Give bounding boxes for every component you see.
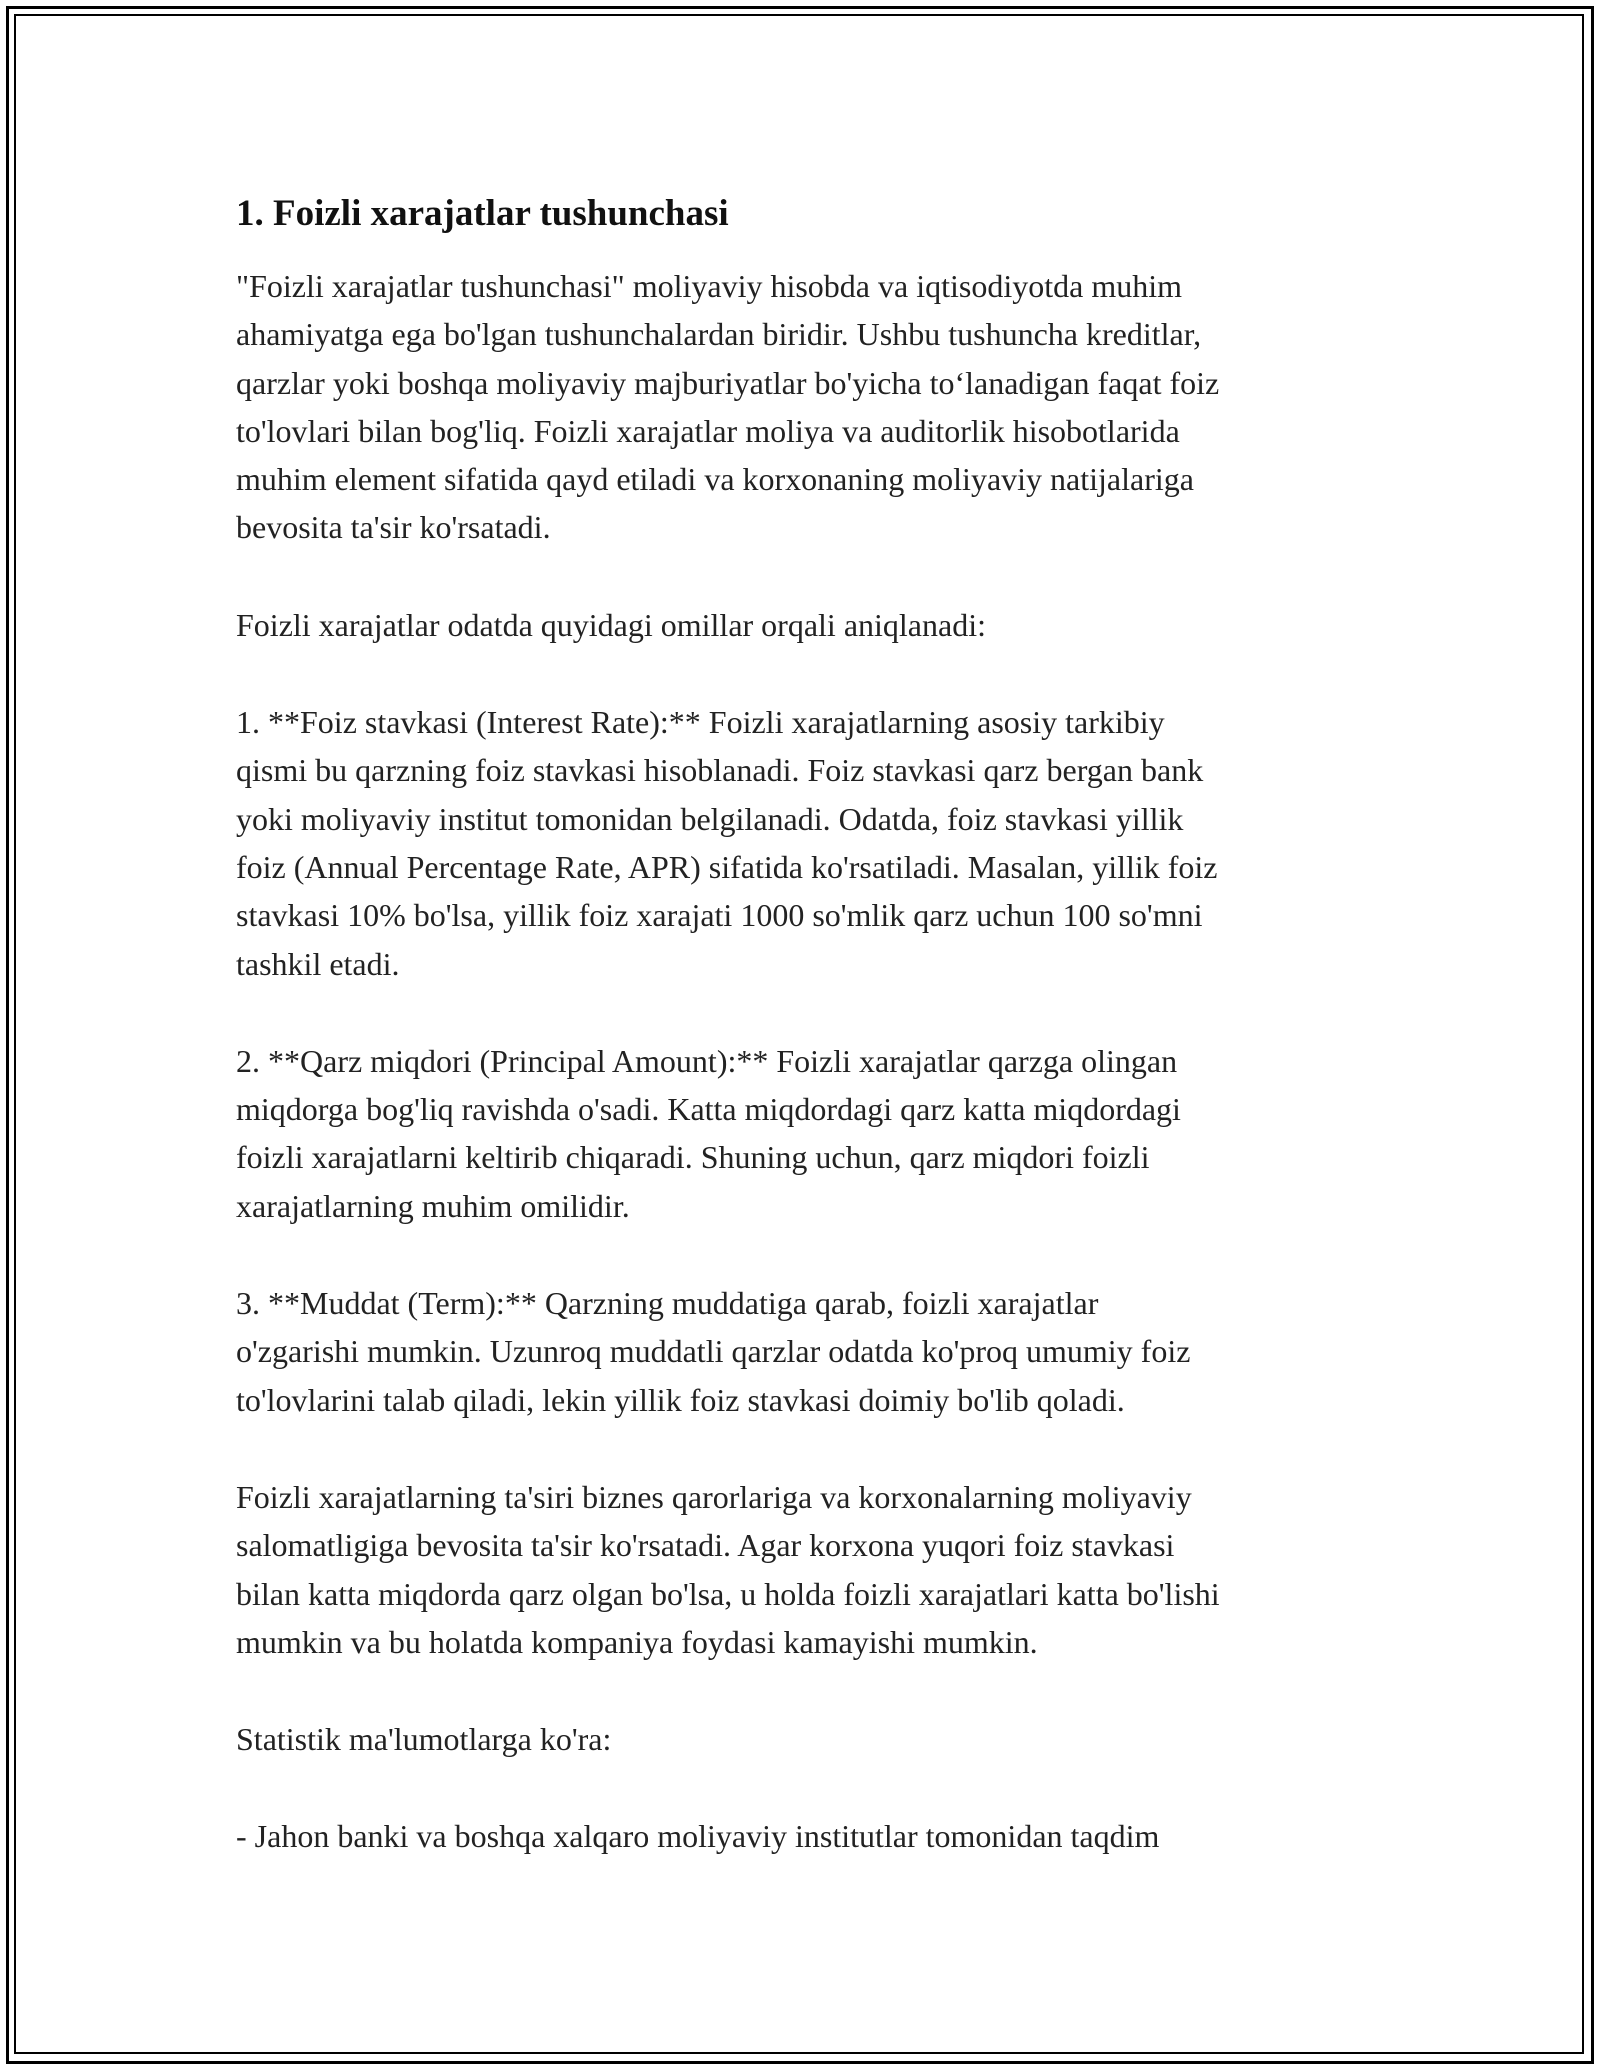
document-body <box>236 188 1416 1861</box>
paragraph-statistics-item: - Jahon banki va boshqa xalqaro moliyaviy institutlar tomonidan taqdim <box>236 1818 1160 1855</box>
section-heading: 1. Foizli xarajatlar tushunchasi <box>236 193 729 234</box>
paragraph-intro: "Foizli xarajatlar tushunchasi" moliyaviy hisobda va iqtisodiyotda muhim ahamiyatga ega bo'lgan tushunchalardan biridir. Ushbu tushuncha kreditlar, qarzlar yoki boshqa moliyaviy majburiyatlar bo'yicha to‘lanadigan faqat foiz to'lovlari bilan bog'liq. Foizli xarajatlar moliya va auditorlik hisobotlarida muhim element sifatida qayd etiladi va korxonaning moliyaviy natijalariga bevosita ta'sir ko'rsatadi. <box>236 268 1220 546</box>
paragraph-principal-amount: 2. **Qarz miqdori (Principal Amount):** Foizli xarajatlar qarzga olingan miqdorga bog'liq ravishda o'sadi. Katta miqdordagi qarz katta miqdordagi foizli xarajatlarni keltirib chiqaradi. Shuning uchun, qarz miqdori foizli xarajatlarning muhim omilidir. <box>236 1042 1181 1224</box>
paragraph-statistics-lead: Statistik ma'lumotlarga ko'ra: <box>236 1721 612 1758</box>
paragraph-interest-rate: 1. **Foiz stavkasi (Interest Rate):** Foizli xarajatlarning asosiy tarkibiy qismi bu qarzning foiz stavkasi hisoblanadi. Foiz stavkasi qarz bergan bank yoki moliyaviy institut tomonidan belgilanadi. Odatda, foiz stavkasi yillik foiz (Annual Percentage Rate, APR) sifatida ko'rsatiladi. Masalan, yillik foiz stavkasi 10% bo'lsa, yillik foiz xarajati 1000 so'mlik qarz uchun 100 so'mni tashkil etadi. <box>236 704 1218 982</box>
paragraph-term: 3. **Muddat (Term):** Qarzning muddatiga qarab, foizli xarajatlar o'zgarishi mumkin. Uzunroq muddatli qarzlar odatda ko'proq umumiy foiz to'lovlarini talab qiladi, lekin yillik foiz stavkasi doimiy bo'lib qoladi. <box>236 1285 1191 1418</box>
paragraph-impact: Foizli xarajatlarning ta'siri biznes qarorlariga va korxonalarning moliyaviy salomatligiga bevosita ta'sir ko'rsatadi. Agar korxona yuqori foiz stavkasi bilan katta miqdorda qarz olgan bo'lsa, u holda foizli xarajatlari katta bo'lishi mumkin va bu holatda kompaniya foydasi kamayishi mumkin. <box>236 1478 1220 1660</box>
paragraph-factors-lead: Foizli xarajatlar odatda quyidagi omillar orqali aniqlanadi: <box>236 606 986 643</box>
